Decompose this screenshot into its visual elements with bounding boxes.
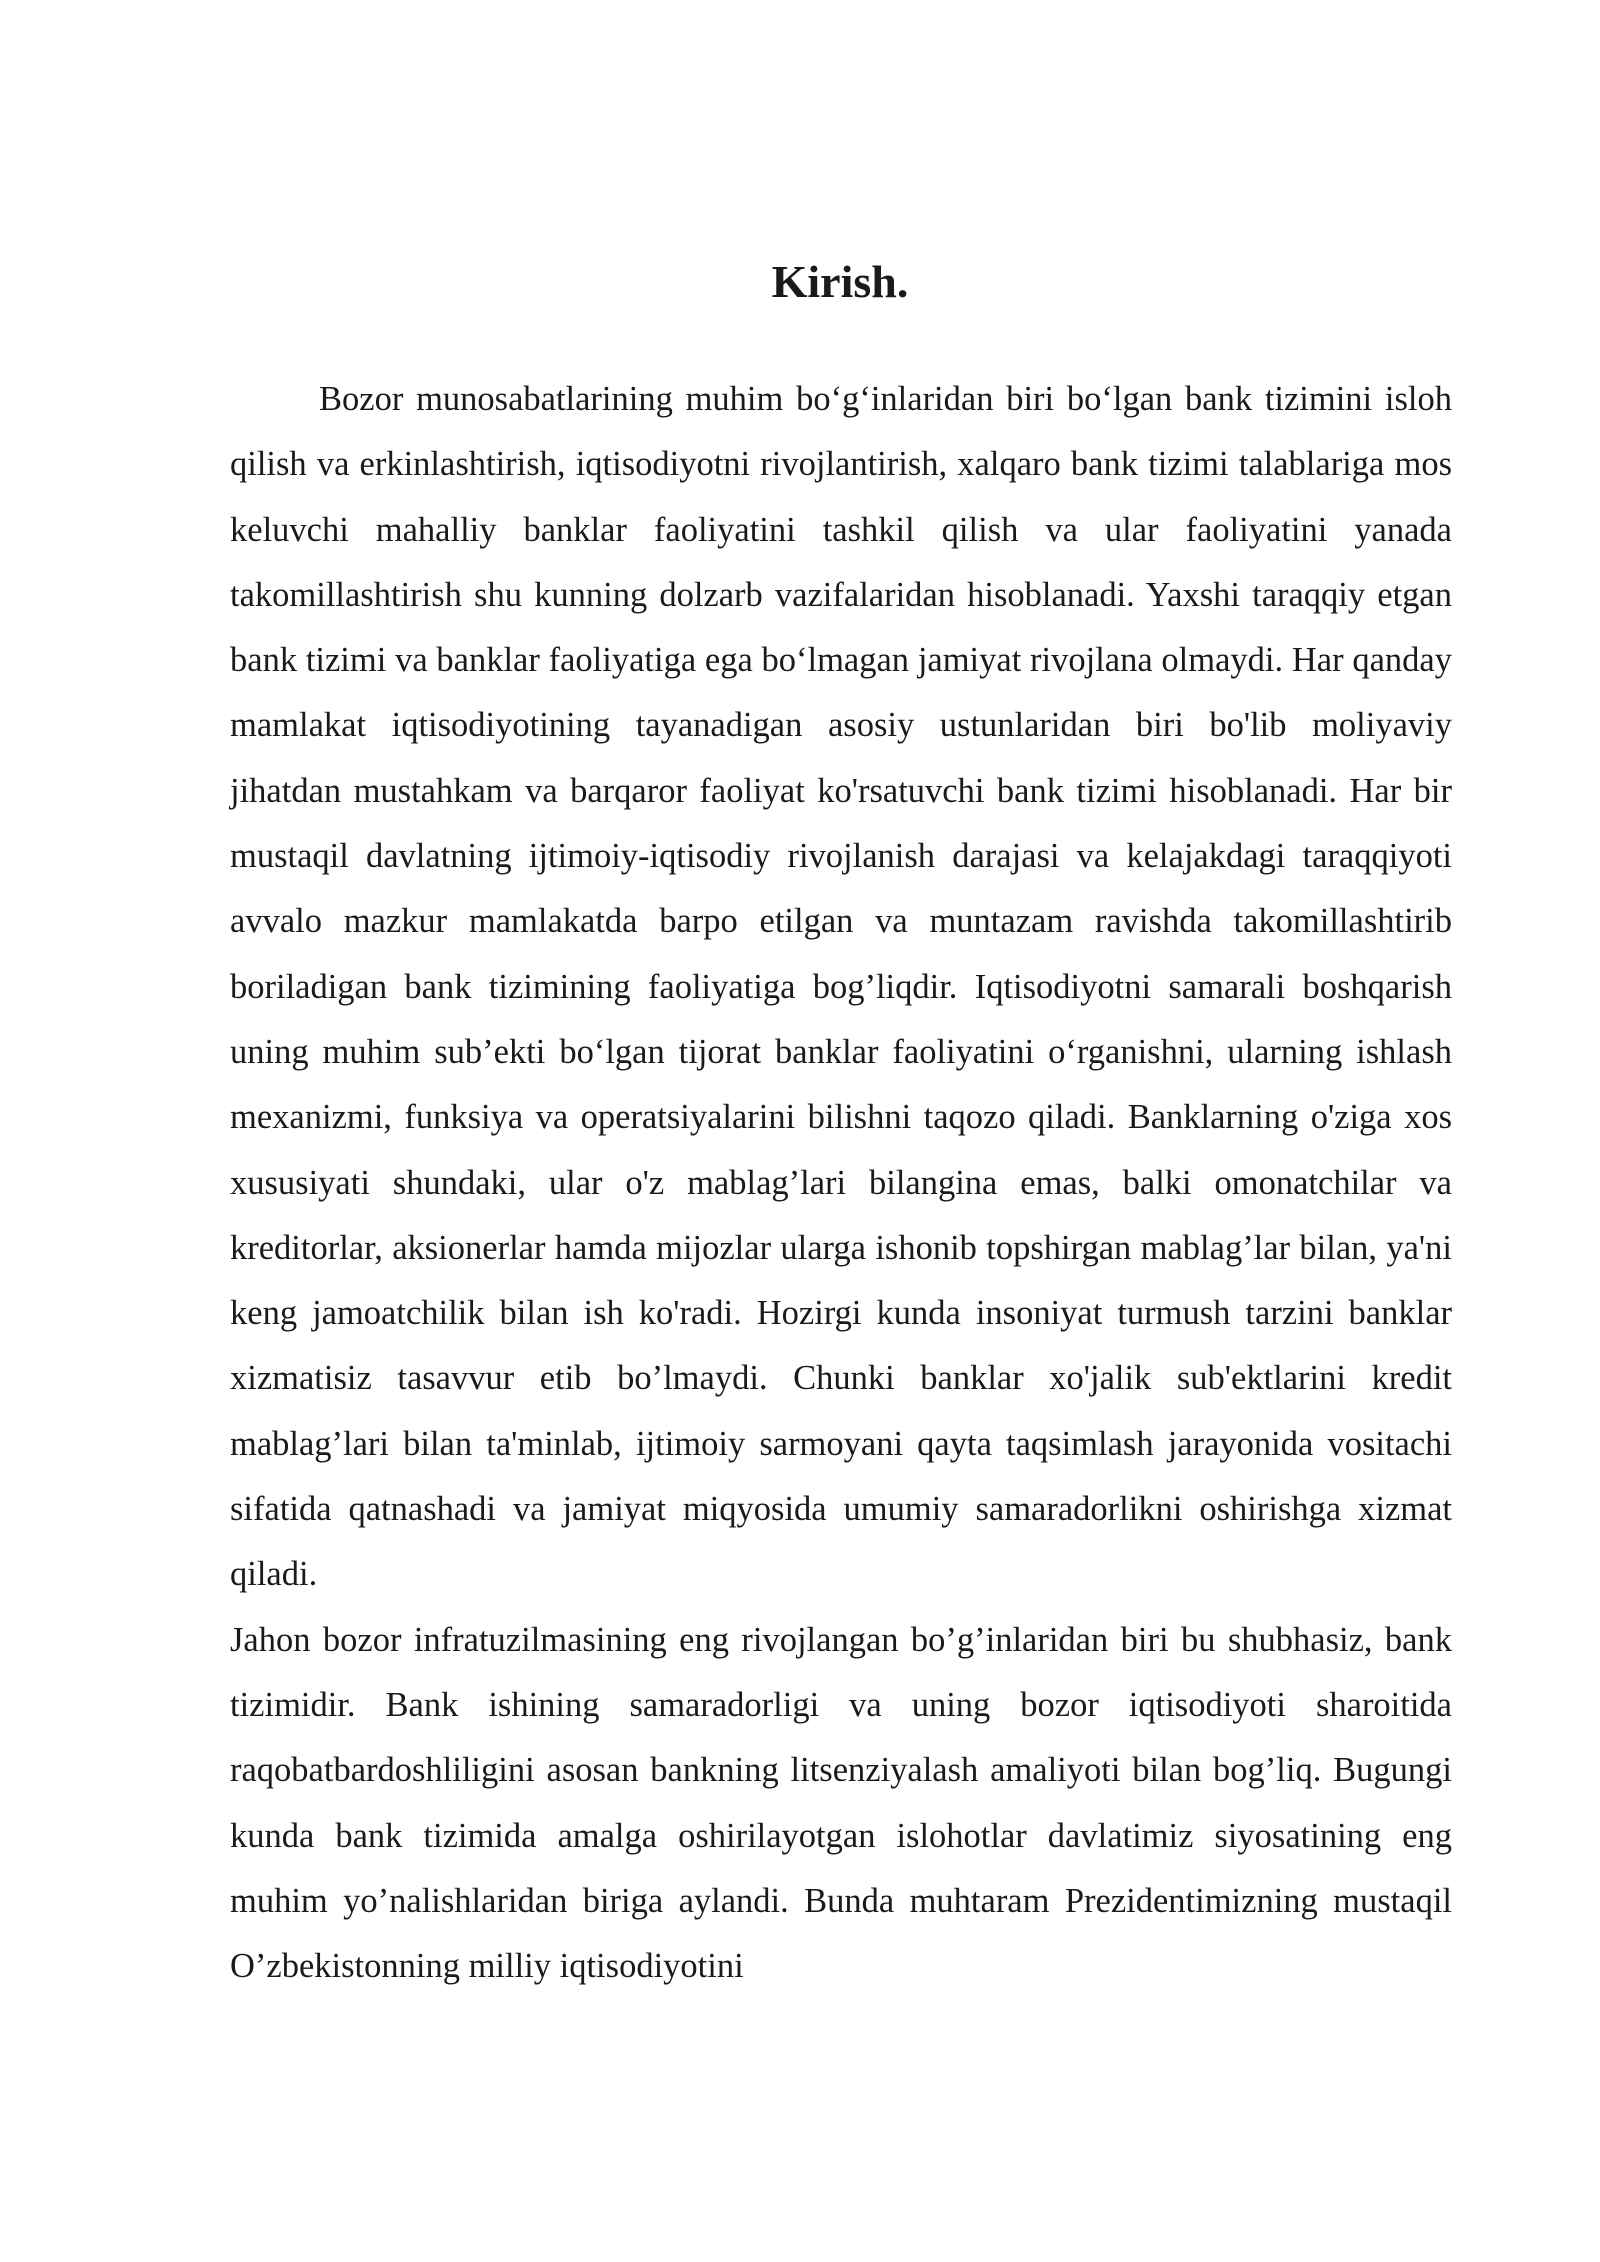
body-text [230,367,1452,1999]
paragraph-2: Jahon bozor infratuzilmasining eng rivojlangan bo’g’inlaridan biri bu shubhasiz, bank tizimidir. Bank ishining samaradorligi va uning bozor iqtisodiyoti sharoitida raqobatbardoshliligini asosan bankning litsenziyalash amaliyoti bilan bog’liq. Bugungi kunda bank tizimida amalga oshirilayotgan islohotlar davlatimiz siyosatining eng muhim yo’nalishlaridan biriga aylandi. Bunda muhtaram Prezidentimizning mustaqil O’zbekistonning milliy iqtisodiyotini [230,1620,1452,1986]
page-title: Kirish. [771,256,909,307]
paragraph-1: Bozor munosabatlarining muhim bo‘g‘inlaridan biri bo‘lgan bank tizimini isloh qilish va erkinlashtirish, iqtisodiyotni rivojlantirish, xalqaro bank tizimi talablariga mos keluvchi mahalliy banklar faoliyatini tashkil qilish va ular faoliyatini yanada takomillashtirish shu kunning dolzarb vazifalaridan hisoblanadi. Yaxshi taraqqiy etgan bank tizimi va banklar faoliyatiga ega bo‘lmagan jamiyat rivojlana olmaydi. Har qanday mamlakat iqtisodiyotining tayanadigan asosiy ustunlaridan biri bo'lib moliyaviy jihatdan mustahkam va barqaror faoliyat ko'rsatuvchi bank tizimi hisoblanadi. Har bir mustaqil davlatning ijtimoiy-iqtisodiy rivojlanish darajasi va kelajakdagi taraqqiyoti avvalo mazkur mamlakatda barpo etilgan va muntazam ravishda takomillashtirib boriladigan bank tizimining faoliyatiga bog’liqdir. Iqtisodiyotni samarali boshqarish uning muhim sub’ekti bo‘lgan tijorat banklar faoliyatini o‘rganishni, ularning ishlash mexanizmi, funksiya va operatsiyalarini bilishni taqozo qiladi. Banklarning o'ziga xos xususiyati shundaki, ular o'z mablag’lari bilangina emas, balki omonatchilar va kreditorlar, aksionerlar hamda mijozlar ularga ishonib topshirgan mablag’lar bilan, ya'ni keng jamoatchilik bilan ish ko'radi. Hozirgi kunda insoniyat turmush tarzini banklar xizmatisiz tasavvur etib bo’lmaydi. Chunki banklar xo'jalik sub'ektlarini kredit mablag’lari bilan ta'minlab, ijtimoiy sarmoyani qayta taqsimlash jarayonida vositachi sifatida qatnashadi va jamiyat miqyosida umumiy samaradorlikni oshirishga xizmat qiladi. [230,380,1452,1594]
